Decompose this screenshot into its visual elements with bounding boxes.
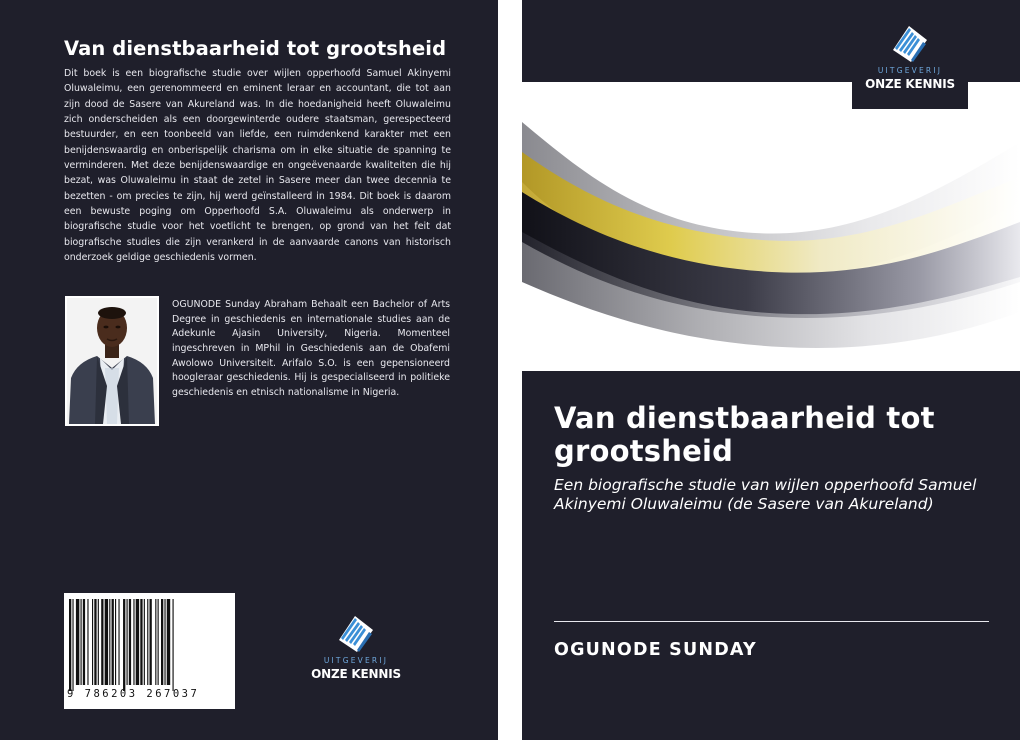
publisher-book-logo-icon <box>887 20 933 66</box>
isbn-number: 9 786203 267037 <box>67 688 200 700</box>
front-publisher-name: ONZE KENNIS <box>865 77 955 91</box>
front-divider <box>554 621 989 622</box>
back-cover-title: Van dienstbaarheid tot grootsheid <box>64 37 447 60</box>
barcode-bar <box>127 599 128 685</box>
barcode-bar <box>72 599 73 691</box>
barcode-bar <box>118 599 119 685</box>
barcode-bar <box>87 599 88 685</box>
back-publisher-name: ONZE KENNIS <box>311 667 401 681</box>
barcode-bar <box>136 599 139 685</box>
barcode-bar <box>150 599 152 685</box>
front-cover <box>522 0 1020 740</box>
publisher-book-logo-icon <box>333 610 379 656</box>
author-bio: OGUNODE Sunday Abraham Behaalt een Bachelor of Arts Degree in geschiedenis en internationale studies aan de Adekunle Ajasin University, Nigeria. Momenteel ingeschreven in MPhil in Geschiedenis aan de Obafemi Awolowo Universiteit. Arifalo S.O. is een gepensioneerd hoogleraar geschiedenis. Hij is gespecialiseerd in politieke geschiedenis en etnisch nationalisme in Nigeria. <box>172 299 450 398</box>
front-publisher-small: UITGEVERIJ <box>877 66 943 75</box>
barcode-bar <box>76 599 79 685</box>
author-photo-illustration <box>67 298 157 424</box>
barcode-bars <box>69 599 230 691</box>
barcode-bar <box>81 599 82 685</box>
back-publisher-logo <box>300 610 412 682</box>
back-cover <box>0 0 498 740</box>
front-cover-title: Van dienstbaarheid tot grootsheid <box>554 401 935 468</box>
barcode-bar <box>140 599 142 685</box>
barcode-bar <box>133 599 134 685</box>
barcode-bar <box>105 599 108 685</box>
front-publisher-logo <box>852 20 968 92</box>
barcode-bar <box>69 599 71 691</box>
barcode-bar <box>123 599 125 691</box>
abstract-swoosh-art <box>522 82 1020 371</box>
barcode-bar <box>161 599 163 685</box>
back-publisher-small: UITGEVERIJ <box>323 656 389 665</box>
barcode-bar <box>109 599 110 685</box>
back-cover-blurb: Dit boek is een biografische studie over wijlen opperhoofd Samuel Akinyemi Oluwaleimu, een gerenommeerd en eminent leraar en accountant, die tot aan zijn dood de Sasere van Akureland was. In die hoedanigheid heeft Oluwaleimu zich onderscheiden als een doorgewinterde oudere staatsman, gerespecteerd bestuurder, en een toonbeeld van liefde, een ruimdenkend karakter met een benijdenswaardig en onberispelijk charisma om in elke situatie de spanning te verminderen. Met deze benijdenswaardige en ongeëvenaarde kwaliteiten die hij bezat, was Oluwaleimu in staat de zetel in Sasere meer dan twee decennia te bezetten - om precies te zijn, hij werd geïnstalleerd in 1984. Dit boek is daarom een bewuste poging om Opperhoofd S.A. Oluwaleimu als onderwerp in biografische studie voor het voetlicht te brengen, op grond van het feit dat biografische studies die zijn verankerd in de aanvaarde canons van historisch onderzoek geldige geschiedenis vormen. <box>64 68 451 264</box>
barcode-bar <box>101 599 103 685</box>
barcode-bar <box>98 599 99 685</box>
front-logo-area <box>852 20 968 110</box>
barcode <box>64 593 235 709</box>
barcode-bar <box>155 599 156 685</box>
barcode-bar <box>112 599 114 685</box>
barcode-bar <box>92 599 93 685</box>
barcode-bar <box>164 599 165 685</box>
front-author-name: OGUNODE SUNDAY <box>554 640 757 660</box>
front-cover-subtitle: Een biografische studie van wijlen opperhoofd Samuel Akinyemi Oluwaleimu (de Sasere van Akureland) <box>554 476 977 513</box>
barcode-bar <box>129 599 131 685</box>
barcode-bar <box>147 599 148 685</box>
barcode-bar <box>83 599 85 685</box>
author-photo <box>65 296 159 426</box>
barcode-bar <box>167 599 170 685</box>
swoosh-illustration <box>522 82 1020 371</box>
barcode-bar <box>94 599 96 685</box>
barcode-bar <box>173 599 174 691</box>
barcode-bar <box>144 599 145 685</box>
barcode-bar <box>158 599 159 685</box>
barcode-bar <box>115 599 116 685</box>
